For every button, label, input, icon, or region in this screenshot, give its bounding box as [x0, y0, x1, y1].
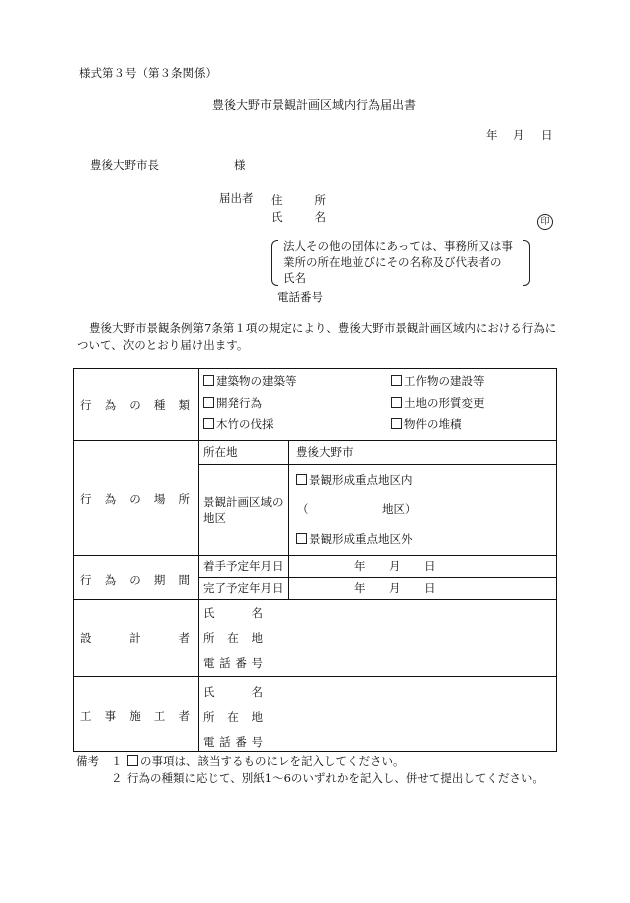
date-year-label: 年: [486, 128, 498, 142]
applicant-address-label: 住 所: [271, 193, 326, 207]
applicant-phone-label: 電話番号: [277, 290, 323, 304]
period-label: 行 為 の 期 間: [80, 573, 190, 587]
checkbox-icon: [203, 397, 214, 408]
checkbox-icon: [127, 755, 138, 766]
seal-mark: 印: [537, 214, 553, 230]
designer-phone-label: 電 話 番 号: [203, 656, 263, 670]
checkbox-icon: [391, 397, 402, 408]
applicant-note-line-2: 業所の所在地並びにその名称及び代表者の: [283, 255, 502, 269]
checkbox-structure[interactable]: 工作物の建設等: [391, 375, 485, 389]
applicant-note-line-3: 氏名: [283, 271, 306, 285]
checkbox-icon: [296, 533, 307, 544]
end-day-label: 日: [424, 581, 436, 595]
remark-2: 行為の種類に応じて、別紙1～6のいずれかを記入し、併せて提出してください。: [127, 771, 544, 785]
checkbox-district-inside[interactable]: 景観形成重点地区内: [296, 474, 413, 488]
addressee-honorific: 様: [234, 158, 246, 172]
start-year-label: 年: [354, 559, 366, 573]
contractor-address-label: 所 在 地: [203, 710, 263, 724]
applicant-name-label: 氏 名: [271, 210, 326, 224]
date-day-label: 日: [541, 128, 553, 142]
end-year-label: 年: [354, 581, 366, 595]
remark-1: の事項は、該当するものにレを記入してください。: [127, 755, 405, 769]
checkbox-building[interactable]: 建築物の建築等: [203, 375, 297, 389]
applicant-label: 届出者: [219, 191, 254, 205]
remarks-label: 備考: [76, 754, 99, 768]
checkbox-icon: [203, 418, 214, 429]
note-right-paren: [523, 240, 530, 286]
remark-1-number: １: [111, 754, 123, 768]
contractor-phone-label: 電 話 番 号: [203, 735, 263, 749]
district-label-line-1: 景観計画区域の: [203, 495, 284, 509]
checkbox-land-change[interactable]: 土地の形質変更: [391, 397, 485, 411]
checkbox-icon: [391, 418, 402, 429]
location-label: 行 為 の 場 所: [80, 492, 190, 506]
intro-line-1: 豊後大野市景観条例第7条第１項の規定により、豊後大野市景観計画区域内における行為に: [89, 321, 557, 335]
start-day-label: 日: [424, 559, 436, 573]
designer-name-label: 氏 名: [203, 606, 263, 620]
note-left-paren: [271, 240, 278, 286]
addressee-name: 豊後大野市長: [90, 158, 159, 172]
remark-2-number: ２: [111, 771, 123, 785]
start-date-label: 着手予定年月日: [203, 559, 284, 573]
checkbox-icon: [203, 375, 214, 386]
checkbox-icon: [391, 375, 402, 386]
checkbox-district-outside[interactable]: 景観形成重点地区外: [296, 533, 413, 547]
contractor-label: 工 事 施 工 者: [80, 709, 190, 723]
designer-label: 設 計 者: [80, 631, 190, 645]
checkbox-development[interactable]: 開発行為: [203, 397, 262, 411]
end-date-label: 完了予定年月日: [203, 581, 284, 595]
form-number: 様式第３号（第３条関係）: [79, 66, 217, 80]
district-paren-open: （: [297, 502, 309, 516]
contractor-name-label: 氏 名: [203, 685, 263, 699]
start-month-label: 月: [389, 559, 401, 573]
address-label: 所在地: [203, 445, 238, 459]
date-month-label: 月: [513, 128, 525, 142]
act-type-label: 行 為 の 種 類: [80, 398, 190, 412]
end-month-label: 月: [389, 581, 401, 595]
form-title: 豊後大野市景観計画区域内行為届出書: [212, 98, 417, 112]
checkbox-tree-felling[interactable]: 木竹の伐採: [203, 418, 274, 432]
checkbox-icon: [296, 474, 307, 485]
applicant-note-line-1: 法人その他の団体にあっては、事務所又は事: [283, 239, 513, 253]
checkbox-stockpile[interactable]: 物件の堆積: [391, 418, 462, 432]
district-name-suffix: 地区）: [382, 502, 417, 516]
district-label-line-2: 地区: [203, 511, 226, 525]
intro-line-2: ついて、次のとおり届け出ます。: [77, 338, 249, 352]
address-value[interactable]: 豊後大野市: [296, 445, 354, 459]
designer-address-label: 所 在 地: [203, 631, 263, 645]
